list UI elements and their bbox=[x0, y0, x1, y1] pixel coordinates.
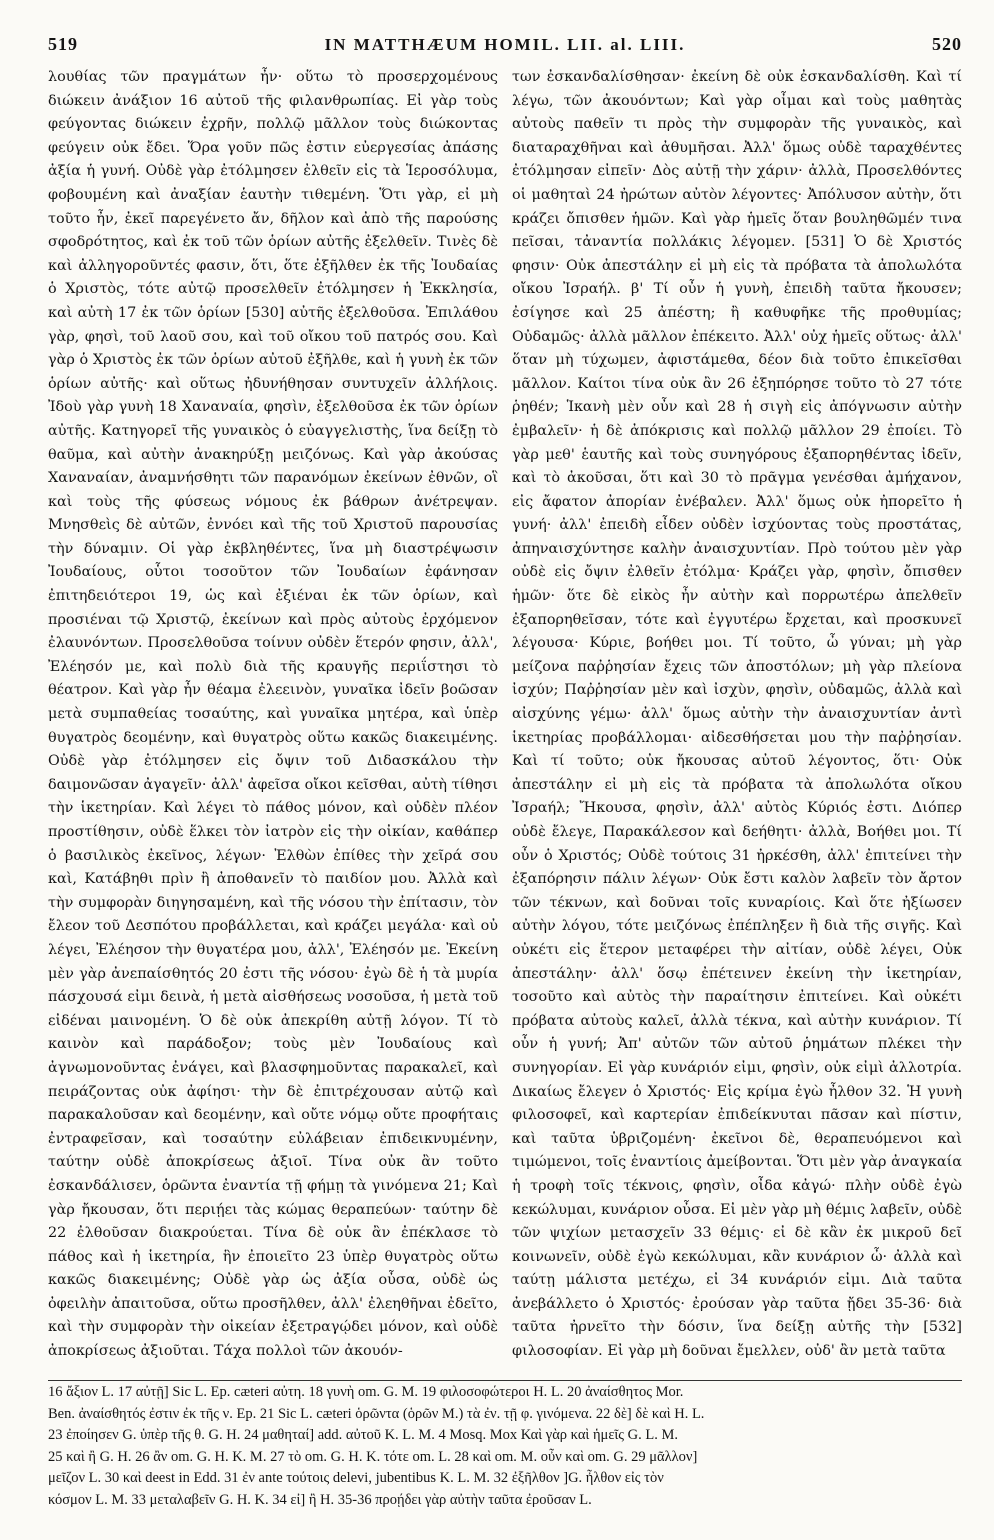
right-column bbox=[512, 66, 962, 1364]
footnote-line: Ben. ἀναίσθητός ἐστιν ἐκ τῆς ν. Ep. 21 Sic L. cæteri ὁρῶντα (ὁρῶν M.) τὰ ἐν. τῇ φ. γινόμενα. 22 δὲ] δὲ καὶ H. L. bbox=[48, 1405, 705, 1422]
left-column-text: λουθίας τῶν πραγμάτων ἦν· οὕτω τὸ προσερχομένους διώκειν ἀνάξιον 16 αὐτοῦ τῆς φιλανθρωπίας. Εἰ γὰρ τοὺς φεύγοντας διώκειν ἐχρῆν, πολλῷ μᾶλλον τοὺς διώκοντας φεύγειν οὐκ ἔδει. Ὅρα γοῦν πῶς ἐστιν εὐεργεσίας ἀπάσης ἀξία ἡ γυνή. Οὐδὲ γὰρ ἐτόλμησεν ἐλθεῖν εἰς τὰ Ἱεροσόλυμα, φοβουμένη καὶ ἀναξίαν ἑαυτὴν τιθεμένη. Ὅτι γὰρ, εἰ μὴ τοῦτο ἦν, ἐκεῖ παρεγένετο ἄν, δῆλον καὶ ἀπὸ τῆς παρούσης σφοδρότητος, καὶ ἐκ τοῦ τῶν ὁρίων αὐτῆς ἐξελθεῖν. Τινὲς δὲ καὶ ἀλληγοροῦντές φασιν, ὅτι, ὅτε ἐξῆλθεν ἐκ τῆς Ἰουδαίας ὁ Χριστὸς, τότε αὐτῷ προσελθεῖν ἐτόλμησεν ἡ Ἐκκλησία, καὶ αὐτὴ 17 ἐκ τῶν ὁρίων [530] αὐτῆς ἐξελθοῦσα. Ἐπιλάθου γὰρ, φησὶ, τοῦ λαοῦ σου, καὶ τοῦ οἴκου τοῦ πατρός σου. Καὶ γὰρ ὁ Χριστὸς ἐκ τῶν ὁρίων αὐτοῦ ἐξῆλθε, καὶ ἡ γυνὴ ἐκ τῶν ὁρίων αὐτῆς· καὶ οὕτως ἠδυνήθησαν συντυχεῖν ἀλλήλοις. Ἰδοὺ γὰρ γυνὴ 18 Χαναναία, φησὶν, ἐξελθοῦσα ἐκ τῶν ὁρίων αὐτῆς. Κατηγορεῖ τῆς γυναικὸς ὁ εὐαγγελιστὴς, ἵνα δείξῃ τὸ θαῦμα, καὶ αὐτὴν ἀνακηρύξῃ μειζόνως. Καὶ γὰρ ἀκούσας Χαναναίαν, ἀναμνήσθητι τῶν παρανόμων ἐκείνων ἐθνῶν, οἳ καὶ τοὺς τῆς φύσεως νόμους ἐκ βάθρων ἀνέτρεψαν. Μνησθεὶς δὲ αὐτῶν, ἐννόει καὶ τῆς τοῦ Χριστοῦ παρουσίας τὴν δύναμιν. Οἱ γὰρ ἐκβληθέντες, ἵνα μὴ διαστρέψωσιν Ἰουδαίους, οὗτοι τοσοῦτον τῶν Ἰουδαίων ἐφάνησαν ἐπιτηδειότεροι 19, ὡς καὶ ἐξιέναι ἐκ τῶν ὁρίων, καὶ προσιέναι τῷ Χριστῷ, ἐκείνων καὶ πρὸς αὐτοὺς ἐρχόμενον ἐλαυνόντων. Προσελθοῦσα τοίνυν οὐδὲν ἕτερόν φησιν, ἀλλ', Ἐλέησόν με, καὶ πολὺ διὰ τῆς κραυγῆς περιΐστησι τὸ θέατρον. Καὶ γὰρ ἦν θέαμα ἐλεεινὸν, γυναῖκα ἰδεῖν βοῶσαν μετὰ συμπαθείας τοσαύτης, καὶ γυναῖκα μητέρα, καὶ ὑπὲρ θυγατρὸς δεομένην, καὶ θυγατρὸς οὕτω κακῶς διακειμένης. Οὐδὲ γὰρ ἐτόλμησεν εἰς ὄψιν τοῦ Διδασκάλου τὴν δαιμονῶσαν ἀγαγεῖν· ἀλλ' ἀφεῖσα οἴκοι κεῖσθαι, αὐτὴ τίθησι τὴν ἱκετηρίαν. Καὶ λέγει τὸ πάθος μόνον, καὶ οὐδὲν πλέον προστίθησιν, οὐδὲ ἕλκει τὸν ἰατρὸν εἰς τὴν οἰκίαν, καθάπερ ὁ βασιλικὸς ἐκεῖνος, λέγων· Ἐλθὼν ἐπίθες τὴν χεῖρά σου καὶ, Κατάβηθι πρὶν ἢ ἀποθανεῖν τὸ παιδίον μου. Ἀλλὰ καὶ τὴν συμφορὰν διηγησαμένη, καὶ τῆς νόσου τὴν ἐπίτασιν, τὸν ἔλεον τοῦ Δεσπότου προβάλλεται, καὶ κράζει μεγάλα· καὶ οὐ λέγει, Ἐλέησον τὴν θυγατέρα μου, ἀλλ', Ἐλέησόν με. Ἐκείνη μὲν γὰρ ἀνεπαίσθητός 20 ἐστι τῆς νόσου· ἐγὼ δὲ ἡ τὰ μυρία πάσχουσά εἰμι δεινὰ, ἡ μετὰ αἰσθήσεως νοσοῦσα, ἡ μετὰ τοῦ εἰδέναι μαινομένη. Ὁ δὲ οὐκ ἀπεκρίθη αὐτῇ λόγον. Τί τὸ καινὸν καὶ παράδοξον; τοὺς μὲν Ἰουδαίους καὶ ἀγνωμονοῦντας ἐνάγει, καὶ βλασφημοῦντας παρακαλεῖ, καὶ πειράζοντας οὐκ ἀφίησι· τὴν δὲ ἐπιτρέχουσαν αὐτῷ καὶ παρακαλοῦσαν καὶ δεομένην, καὶ οὔτε νόμῳ οὔτε προφήταις ἐντραφεῖσαν, καὶ τοσαύτην εὐλάβειαν ἐπιδεικνυμένην, ταύτην οὐδὲ ἀποκρίσεως ἀξιοῖ. Τίνα οὐκ ἂν τοῦτο ἐσκανδάλισεν, ὁρῶντα ἐναντία τῇ φήμῃ τὰ γινόμενα 21; Καὶ γὰρ ἤκουσαν, ὅτι περιῄει τὰς κώμας θεραπεύων· ταύτην δὲ 22 ἐλθοῦσαν διακρούεται. Τίνα δὲ οὐκ ἂν ἐπέκλασε τὸ πάθος καὶ ἡ ἱκετηρία, ἣν ἐποιεῖτο 23 ὑπὲρ θυγατρὸς οὕτω κακῶς διακειμένης; Οὐδὲ γὰρ ὡς ἀξία οὖσα, οὐδὲ ὡς ὀφειλὴν ἀπαιτοῦσα, οὕτω προσῆλθεν, ἀλλ' ἐλεηθῆναι ἐδεῖτο, καὶ τὴν συμφορὰν τὴν οἰκείαν ἐξετραγῴδει μόνον, καὶ οὐδὲ ἀποκρίσεως ἀξιοῦται. Τάχα πολλοὶ τῶν ἀκουόν- bbox=[48, 69, 498, 1360]
footnote-line: 23 ἐποίησεν G. ὑπὲρ τῆς θ. G. H. 24 μαθηταί] add. αὐτοῦ K. L. M. 4 Mosq. Mox Καὶ γὰρ καὶ ἡμεῖς G. L. M. bbox=[48, 1427, 679, 1443]
running-title: IN MATTHÆUM HOMIL. LII. al. LIII. bbox=[324, 35, 686, 54]
footnote-line: 25 καὶ ἢ G. H. 26 ἂν om. G. H. K. M. 27 τὸ om. G. H. K. τότε om. L. 28 καὶ om. M. οὖν καὶ om. G. 29 μᾶλλον] bbox=[48, 1448, 698, 1465]
footnote-line: μεῖζον L. 30 καὶ deest in Edd. 31 ἐν ante τούτοις delevi, jubentibus K. L. M. 32 ἐξῆλθον ]G. ἦλθον εἰς τὸν bbox=[48, 1470, 664, 1486]
footnote-line: 16 ἄξιον L. 17 αὐτῇ] Sic L. Ep. cæteri αὐτη. 18 γυνὴ om. G. M. 19 φιλοσοφώτεροι H. L. 20 ἀναίσθητος Mor. bbox=[48, 1384, 684, 1400]
footnotes bbox=[48, 1382, 962, 1511]
right-column-text: των ἐσκανδαλίσθησαν· ἐκείνη δὲ οὐκ ἐσκανδαλίσθη. Καὶ τί λέγω, τῶν ἀκουόντων; Καὶ γὰρ οἶμαι καὶ τοὺς μαθητὰς αὐτοὺς παθεῖν τι πρὸς τὴν συμφορὰν τῆς γυναικὸς, καὶ διαταραχθῆναι καὶ ἀθυμῆσαι. Ἀλλ' ὅμως οὐδὲ ταραχθέντες ἐτόλμησαν εἰπεῖν· Δὸς αὐτῇ τὴν χάριν· ἀλλὰ, Προσελθόντες οἱ μαθηταὶ 24 ἠρώτων αὐτὸν λέγοντες· Ἀπόλυσον αὐτὴν, ὅτι κράζει ὄπισθεν ἡμῶν. Καὶ γὰρ ἡμεῖς ὅταν βουληθῶμέν τινα πεῖσαι, τἀναντία πολλάκις λέγομεν. [531] Ὁ δὲ Χριστός φησιν· Οὐκ ἀπεστάλην εἰ μὴ εἰς τὰ πρόβατα τὰ ἀπολωλότα οἴκου Ἰσραήλ. β' Τί οὖν ἡ γυνὴ, ἐπειδὴ ταῦτα ἤκουσεν; ἐσίγησε καὶ 25 ἀπέστη; ἢ καθυφῆκε τῆς προθυμίας; Οὐδαμῶς· ἀλλὰ μᾶλλον ἐπέκειτο. Ἀλλ' οὐχ ἡμεῖς οὕτως· ἀλλ' ὅταν μὴ τύχωμεν, ἀφιστάμεθα, δέον διὰ τοῦτο ἐπικεῖσθαι μᾶλλον. Καίτοι τίνα οὐκ ἂν 26 ἐξηπόρησε τοῦτο τὸ 27 τότε ῥηθέν; Ἱκανὴ μὲν οὖν καὶ 28 ἡ σιγὴ εἰς ἀπόγνωσιν αὐτὴν ἐμβαλεῖν· ἡ δὲ ἀπόκρισις καὶ πολλῷ μᾶλλον 29 ἐποίει. Τὸ γὰρ μεθ' ἑαυτῆς καὶ τοὺς συνηγόρους ἐξαπορηθέντας ἰδεῖν, καὶ τὸ ἀκοῦσαι, ὅτι καὶ 30 τὸ πρᾶγμα γενέσθαι ἀμήχανον, εἰς ἄφατον ἀπορίαν ἐνέβαλεν. Ἀλλ' ὅμως οὐκ ἠπορεῖτο ἡ γυνή· ἀλλ' ἐπειδὴ εἶδεν οὐδὲν ἰσχύοντας τοὺς προστάτας, ἀπηναισχύντησε καλὴν ἀναισχυντίαν. Πρὸ τούτου μὲν γὰρ οὐδὲ εἰς ὄψιν ἐλθεῖν ἐτόλμα· Κράζει γὰρ, φησὶν, ὄπισθεν ἡμῶν· ὅτε δὲ εἰκὸς ἦν αὐτὴν καὶ πορρωτέρω ἀπελθεῖν ἐξαπορηθεῖσαν, τότε καὶ ἐγγυτέρω ἔρχεται, καὶ προσκυνεῖ λέγουσα· Κύριε, βοήθει μοι. Τί τοῦτο, ὦ γύναι; μὴ γὰρ μείζονα παῤῥησίαν ἔχεις τῶν ἀποστόλων; μὴ γὰρ πλείονα ἰσχύν; Παῤῥησίαν μὲν καὶ ἰσχὺν, φησὶν, οὐδαμῶς, ἀλλὰ καὶ αἰσχύνης γέμω· ἀλλ' ὅμως αὐτὴν τὴν ἀναισχυντίαν ἀντὶ ἱκετηρίας προβάλλομαι· αἰδεσθήσεται μου τὴν παῤῥησίαν. Καὶ τί τοῦτο; οὐκ ἤκουσας αὐτοῦ λέγοντος, ὅτι· Οὐκ ἀπεστάλην εἰ μὴ εἰς τὰ πρόβατα τὰ ἀπολωλότα οἴκου Ἰσραήλ; Ἤκουσα, φησὶν, ἀλλ' αὐτὸς Κύριός ἐστι. Διόπερ οὐδὲ ἔλεγε, Παρακάλεσον καὶ δεήθητι· ἀλλὰ, Βοήθει μοι. Τί οὖν ὁ Χριστός; Οὐδὲ τούτοις 31 ἠρκέσθη, ἀλλ' ἐπιτείνει τὴν ἐξαπόρησιν πάλιν λέγων· Οὐκ ἔστι καλὸν λαβεῖν τὸν ἄρτον τῶν τέκνων, καὶ δοῦναι τοῖς κυναρίοις. Καὶ ὅτε ἠξίωσεν αὐτὴν λόγου, τότε μειζόνως ἐπέπληξεν ἢ διὰ τῆς σιγῆς. Καὶ οὐκέτι εἰς ἕτερον μεταφέρει τὴν αἰτίαν, οὐδὲ λέγει, Οὐκ ἀπεστάλην· ἀλλ' ὅσῳ ἐπέτεινεν ἐκείνη τὴν ἱκετηρίαν, τοσοῦτο καὶ αὐτὸς τὴν παραίτησιν ἐπιτείνει. Καὶ οὐκέτι πρόβατα αὐτοὺς καλεῖ, ἀλλὰ τέκνα, καὶ αὐτὴν κυνάριον. Τί οὖν ἡ γυνή; Ἀπ' αὐτῶν τῶν αὐτοῦ ῥημάτων πλέκει τὴν συνηγορίαν. Εἰ γὰρ κυνάριόν εἰμι, φησὶν, οὐκ εἰμὶ ἀλλοτρία. Δικαίως ἔλεγεν ὁ Χριστός· Εἰς κρίμα ἐγὼ ἦλθον 32. Ἡ γυνὴ φιλοσοφεῖ, καὶ καρτερίαν ἐπιδείκνυται πᾶσαν καὶ πίστιν, καὶ ταῦτα ὑβριζομένη· ἐκεῖνοι δὲ, θεραπευόμενοι καὶ τιμώμενοι, τοῖς ἐναντίοις ἀμείβονται. Ὅτι μὲν γὰρ ἀναγκαία ἡ τροφὴ τοῖς τέκνοις, φησὶν, οἶδα κἀγώ· πλὴν οὐδὲ ἐγὼ κεκώλυμαι, κυνάριον οὖσα. Εἰ μὲν γὰρ μὴ θέμις λαβεῖν, οὐδὲ τῶν ψιχίων μετασχεῖν 33 θέμις· εἰ δὲ κἂν ἐκ μικροῦ δεῖ κοινωνεῖν, οὐδὲ ἐγὼ κεκώλυμαι, κἂν κυνάριον ὦ· ἀλλὰ καὶ ταύτῃ μάλιστα μετέχω, εἰ 34 κυνάριόν εἰμι. Διὰ ταῦτα ἀνεβάλλετο ὁ Χριστός· ἐρούσαν γὰρ ταῦτα ᾔδει 35-36· διὰ ταῦτα ἠρνεῖτο τὴν δόσιν, ἵνα δείξῃ αὐτῆς τὴν [532] φιλοσοφίαν. Εἰ γὰρ μὴ δοῦναι ἔμελλεν, οὐδ' ἂν μετὰ ταῦτα bbox=[512, 69, 962, 1360]
text-columns bbox=[48, 66, 962, 1364]
running-header bbox=[48, 34, 962, 60]
page-number-left: 519 bbox=[48, 34, 78, 54]
footnote-divider bbox=[48, 1380, 962, 1381]
page-number-right: 520 bbox=[931, 34, 962, 54]
left-column bbox=[48, 66, 498, 1364]
footnote-line: κόσμον L. M. 33 μεταλαβεῖν G. H. K. 34 εἰ] ἢ H. 35-36 προῄδει γὰρ αὐτὴν ταῦτα ἐροῦσαν L. bbox=[48, 1491, 592, 1508]
